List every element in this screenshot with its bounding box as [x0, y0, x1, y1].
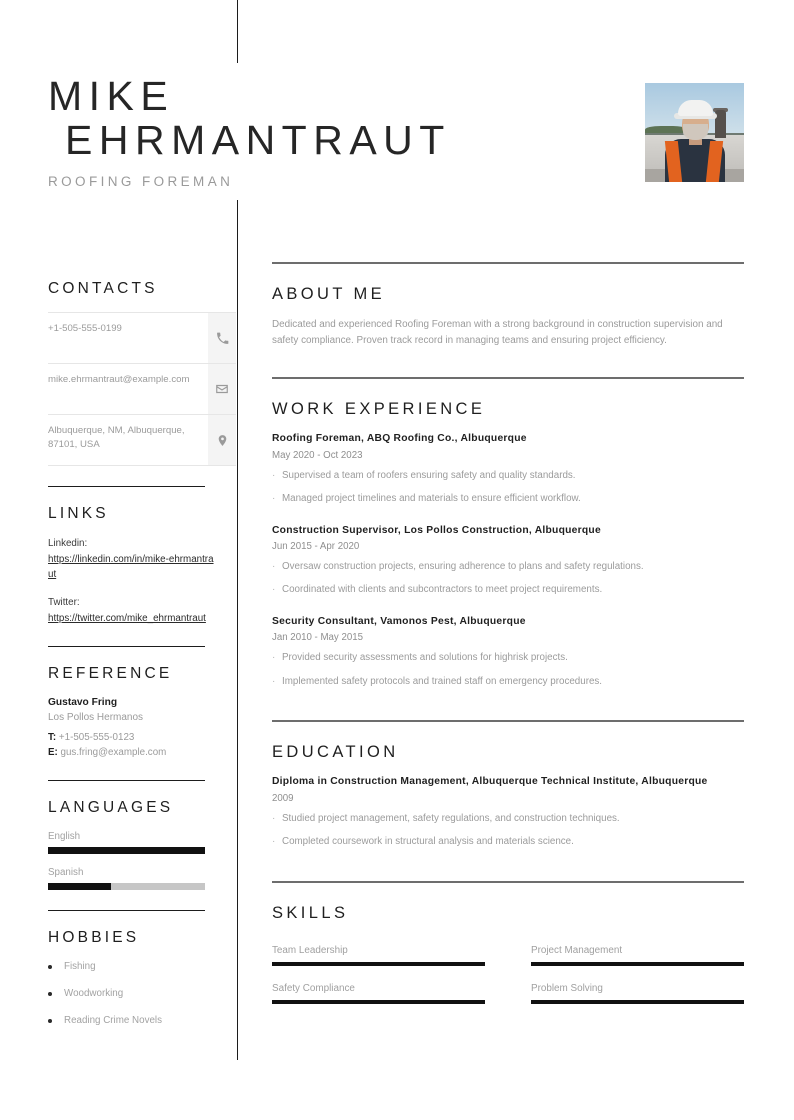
skill-name: Team Leadership [272, 944, 348, 956]
work-entry-date: May 2020 - Oct 2023 [272, 449, 363, 461]
photo-beard [683, 124, 708, 140]
work-bullet-text: Managed project timelines and materials to ensure efficient workflow. [282, 493, 581, 504]
work-bullet [272, 651, 744, 666]
spacer [272, 706, 744, 720]
work-bullet [272, 492, 744, 507]
bullet-icon [48, 965, 52, 969]
bullet-icon [48, 992, 52, 996]
skill-bar [531, 962, 744, 966]
languages-heading: LANGUAGES [48, 799, 174, 817]
photo-hardhat [678, 100, 713, 116]
contact-phone-text: +1-505-555-0199 [48, 323, 122, 334]
resume-header [0, 0, 794, 200]
bullet-icon: · [272, 469, 276, 481]
reference-organization: Los Pollos Hermanos [48, 711, 144, 723]
location-icon [208, 415, 236, 465]
spacer [272, 867, 744, 881]
section-about [272, 262, 744, 349]
link-item-twitter [48, 596, 218, 626]
main-column [272, 262, 744, 1004]
links-heading: LINKS [48, 505, 109, 522]
work-bullet-text: Provided security assessments and solutions for highrisk projects. [282, 652, 568, 664]
reference-email-value: gus.fring@example.com [60, 747, 167, 759]
language-name-spanish: Spanish [48, 867, 84, 879]
work-bullet-text: Implemented safety protocols and trained staff on emergency procedures. [282, 675, 603, 687]
work-bullet-text: Oversaw construction projects, ensuring adherence to plans and safety regulations. [282, 560, 644, 572]
bullet-icon: · [272, 675, 276, 687]
skill-item [531, 945, 744, 966]
work-bullet-text: Coordinated with clients and subcontractors to meet project requirements. [282, 584, 603, 596]
sidebar-rule-reference [48, 646, 205, 647]
work-entry [272, 432, 744, 506]
education-heading: EDUCATION [272, 743, 399, 762]
education-bullet-text: Completed coursework in structural analysis and materials science. [282, 836, 574, 848]
section-rule [272, 377, 744, 379]
portrait-photo [645, 83, 744, 182]
skill-item [531, 983, 744, 1004]
hobby-item [48, 961, 218, 972]
reference-phone-value: +1-505-555-0123 [58, 731, 135, 743]
work-entry-date: Jan 2010 - May 2015 [272, 632, 364, 644]
section-work-experience [272, 377, 744, 720]
bullet-icon [48, 1019, 52, 1023]
skill-bar-fill [272, 962, 485, 966]
section-rule [272, 720, 744, 722]
contact-row-address [48, 415, 236, 466]
reference-phone-label: T: [48, 731, 57, 743]
contact-email-text: mike.ehrmantraut@example.com [48, 374, 190, 385]
hobby-label: Fishing [64, 961, 96, 973]
reference-email-row [48, 745, 218, 760]
language-bar-spanish [48, 883, 205, 890]
work-entry-title: Security Consultant, Vamonos Pest, Albuquerque [272, 615, 526, 627]
phone-icon [208, 313, 236, 363]
skill-bar [272, 1000, 485, 1004]
language-name-english: English [48, 831, 81, 843]
vertical-divider-bottom [237, 200, 238, 1060]
twitter-label: Twitter: [48, 597, 80, 609]
linkedin-label: Linkedin: [48, 538, 88, 549]
language-item-spanish [48, 867, 218, 890]
work-bullet [272, 560, 744, 575]
section-rule [272, 262, 744, 264]
skill-name: Project Management [531, 944, 623, 956]
about-text: Dedicated and experienced Roofing Foreman with a strong background in construction supervision and safety compliance. Proven track record in managing teams and ensuring project efficiency. [272, 319, 723, 347]
hobby-item [48, 988, 218, 999]
section-education [272, 720, 744, 880]
work-entry-title: Roofing Foreman, ABQ Roofing Co., Albuquerque [272, 433, 527, 445]
work-bullet-text: Supervised a team of roofers ensuring safety and quality standards. [282, 469, 576, 481]
linkedin-url[interactable]: https://linkedin.com/in/mike-ehrmantraut [48, 553, 214, 580]
contacts-list [48, 312, 236, 466]
skill-bar [531, 1000, 744, 1004]
hobbies-heading: HOBBIES [48, 929, 140, 947]
work-bullet [272, 469, 744, 484]
contact-address-text: Albuquerque, NM, Albuquerque, 87101, USA [48, 425, 185, 450]
section-rule [272, 881, 744, 883]
sidebar [48, 280, 218, 1042]
bullet-icon: · [272, 836, 276, 848]
work-entry-title: Construction Supervisor, Los Pollos Construction, Albuquerque [272, 524, 601, 536]
bullet-icon: · [272, 493, 276, 504]
skills-grid [272, 945, 744, 1004]
education-entry [272, 775, 744, 849]
sidebar-rule-links [48, 486, 205, 487]
about-heading: ABOUT ME [272, 285, 386, 303]
work-experience-heading: WORK EXPERIENCE [272, 400, 486, 419]
hobby-label: Reading Crime Novels [64, 1015, 163, 1027]
job-title: ROOFING FOREMAN [48, 173, 234, 189]
contact-row-phone [48, 312, 236, 364]
education-bullet [272, 812, 744, 827]
work-bullet [272, 583, 744, 598]
education-bullet-text: Studied project management, safety regulations, and construction techniques. [282, 812, 620, 824]
reference-heading: REFERENCE [48, 664, 173, 682]
reference-name: Gustavo Fring [48, 696, 118, 708]
section-skills [272, 881, 744, 1004]
work-entry [272, 524, 744, 598]
language-bar-fill-spanish [48, 883, 111, 890]
education-entry-date: 2009 [272, 792, 294, 804]
bullet-icon: · [272, 560, 276, 572]
skill-bar-fill [531, 962, 744, 966]
bullet-icon: · [272, 652, 276, 664]
name-block [48, 74, 451, 189]
twitter-url[interactable]: https://twitter.com/mike_ehrmantraut [48, 612, 206, 624]
bullet-icon: · [272, 812, 276, 824]
sidebar-rule-languages [48, 780, 205, 781]
skill-bar [272, 962, 485, 966]
hobby-label: Woodworking [64, 988, 124, 1000]
first-name: MIKE [48, 73, 175, 119]
skill-bar-fill [531, 1000, 744, 1004]
mail-icon [208, 364, 236, 414]
contacts-heading: CONTACTS [48, 280, 158, 297]
work-entry-date: Jun 2015 - Apr 2020 [272, 540, 360, 552]
education-entry-title: Diploma in Construction Management, Albuquerque Technical Institute, Albuquerque [272, 776, 708, 788]
skill-name: Problem Solving [531, 982, 603, 994]
skill-item [272, 945, 485, 966]
language-bar-fill-english [48, 847, 205, 854]
skill-item [272, 983, 485, 1004]
work-entry [272, 615, 744, 689]
sidebar-rule-hobbies [48, 910, 205, 911]
skill-name: Safety Compliance [272, 982, 355, 994]
contact-row-email [48, 364, 236, 415]
work-bullet [272, 675, 744, 690]
skills-heading: SKILLS [272, 903, 349, 922]
bullet-icon: · [272, 584, 276, 596]
language-item-english [48, 831, 218, 854]
last-name: EHRMANTRAUT [65, 117, 451, 164]
link-item-linkedin [48, 537, 218, 582]
reference-email-label: E: [48, 747, 58, 759]
skill-bar-fill [272, 1000, 485, 1004]
reference-phone-row [48, 730, 218, 745]
education-bullet [272, 835, 744, 850]
hobby-item [48, 1015, 218, 1026]
language-bar-english [48, 847, 205, 854]
